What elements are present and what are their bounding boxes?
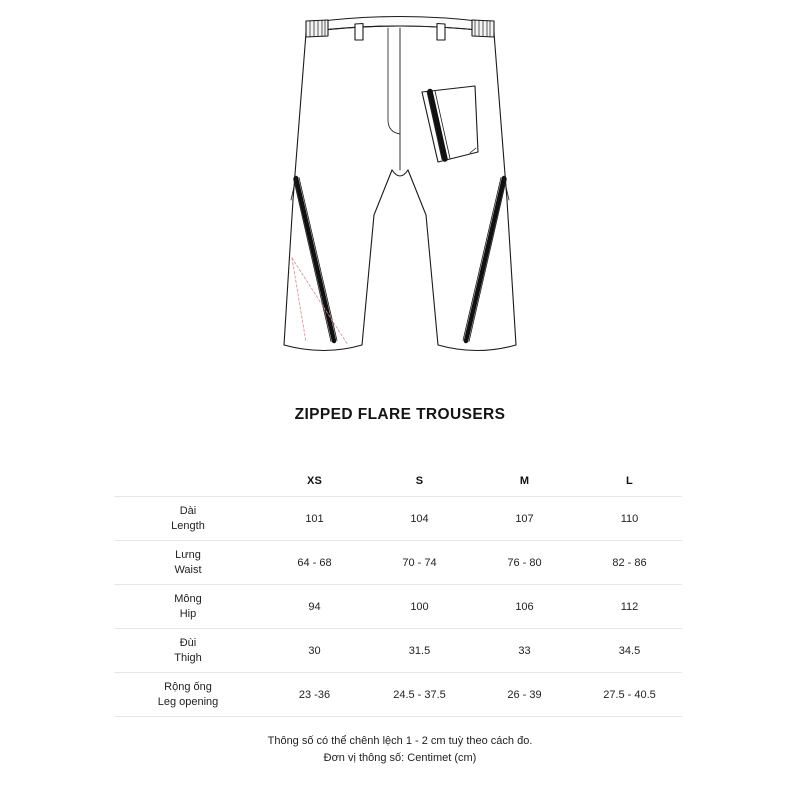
size-header-s: S: [415, 475, 424, 487]
row-label-en: Length: [171, 519, 205, 532]
table-row: [114, 497, 682, 541]
cell-waist-m: 76 - 80: [507, 556, 542, 569]
row-label-hip: [114, 585, 262, 629]
cell-length-l: 110: [620, 512, 639, 525]
cell-hip-l: 112: [620, 600, 639, 613]
cell-thigh-xs: 30: [308, 644, 321, 657]
row-label-vi: Rộng ống: [164, 680, 212, 693]
cell-thigh-s: 31.5: [408, 644, 431, 657]
cell-thigh-m: 33: [518, 644, 531, 657]
size-table-head: [114, 466, 682, 497]
cell-hip-m: 106: [515, 600, 534, 613]
row-label-waist: [114, 541, 262, 585]
note-tolerance: Thông số có thể chênh lệch 1 - 2 cm tuỳ theo cách đo.: [267, 735, 533, 747]
cell-leg-opening-xs: 23 -36: [298, 688, 331, 701]
size-table-body: [114, 497, 682, 717]
flare-trousers-sketch: [270, 0, 530, 380]
row-label-leg-opening: [114, 673, 262, 717]
row-label-vi: Đùi: [179, 636, 197, 649]
size-header-m: M: [519, 475, 530, 487]
cell-leg-opening-l: 27.5 - 40.5: [603, 688, 656, 701]
size-header-l: L: [626, 475, 633, 487]
measurement-notes: [0, 733, 800, 767]
cell-hip-s: 100: [410, 600, 429, 613]
cell-waist-s: 70 - 74: [402, 556, 437, 569]
cell-leg-opening-m: 26 - 39: [507, 688, 542, 701]
row-label-length: [114, 497, 262, 541]
cell-thigh-l: 34.5: [618, 644, 641, 657]
table-row: [114, 585, 682, 629]
cell-hip-xs: 94: [308, 600, 321, 613]
table-row: [114, 541, 682, 585]
cell-length-xs: 101: [305, 512, 324, 525]
table-row: [114, 629, 682, 673]
cell-waist-l: 82 - 86: [612, 556, 647, 569]
row-label-vi: Lưng: [175, 548, 201, 561]
note-unit: Đơn vị thông số: Centimet (cm): [323, 752, 477, 765]
size-table: [114, 466, 682, 717]
cell-length-m: 107: [515, 512, 534, 525]
row-label-vi: Mông: [174, 592, 202, 605]
row-label-thigh: [114, 629, 262, 673]
cell-length-s: 104: [410, 512, 429, 525]
row-label-en: Leg opening: [157, 695, 219, 708]
size-table-header-row: [114, 466, 682, 497]
row-label-en: Thigh: [174, 651, 202, 664]
row-label-en: Waist: [174, 563, 202, 576]
cell-waist-xs: 64 - 68: [297, 556, 332, 569]
table-row: [114, 673, 682, 717]
cell-leg-opening-s: 24.5 - 37.5: [393, 688, 446, 701]
row-label-en: Hip: [179, 607, 197, 620]
product-illustration: [0, 0, 800, 395]
size-table-container: [114, 466, 682, 717]
row-label-vi: Dài: [179, 504, 197, 517]
size-header-xs: XS: [306, 475, 323, 487]
measurement-column-header: [114, 466, 262, 497]
page-title: ZIPPED FLARE TROUSERS: [294, 406, 506, 423]
